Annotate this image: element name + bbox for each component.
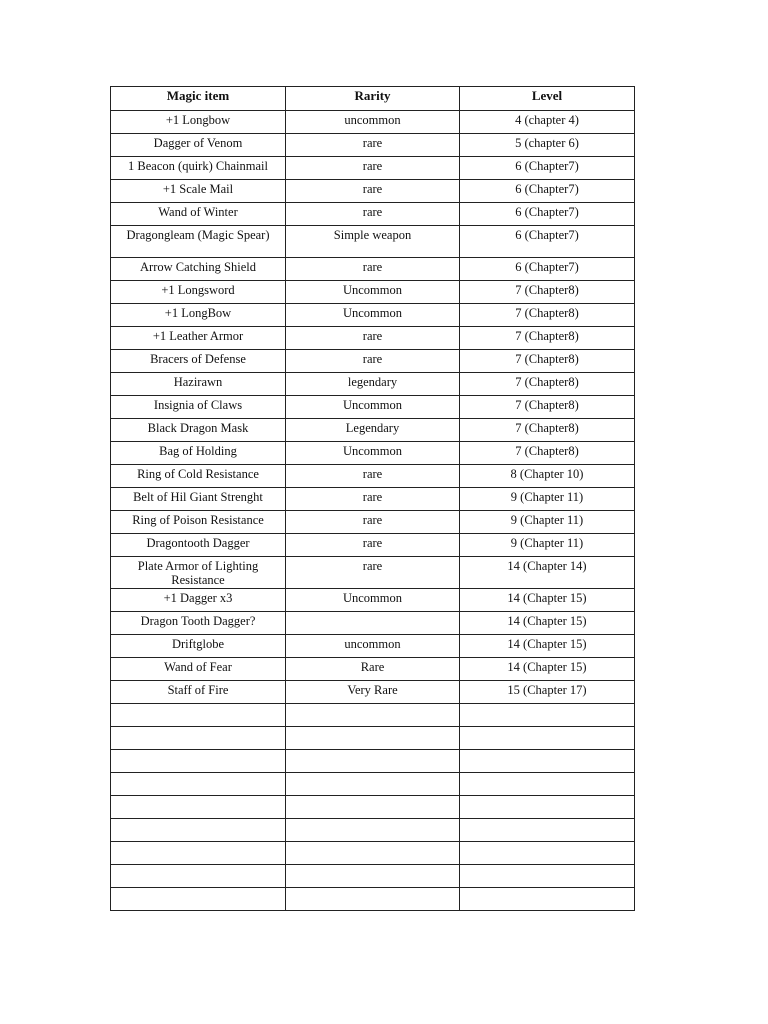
empty-cell — [286, 727, 460, 750]
table-row — [111, 658, 635, 681]
empty-table-row — [111, 796, 635, 819]
empty-table-row — [111, 819, 635, 842]
table-row — [111, 419, 635, 442]
level-cell: 7 (Chapter8) — [460, 419, 635, 442]
level-cell: 6 (Chapter7) — [460, 203, 635, 226]
empty-table-row — [111, 727, 635, 750]
level-cell: 14 (Chapter 15) — [460, 658, 635, 681]
table-row — [111, 373, 635, 396]
item-cell: Dragon Tooth Dagger? — [111, 612, 286, 635]
table-row — [111, 488, 635, 511]
item-cell: Staff of Fire — [111, 681, 286, 704]
level-cell: 5 (chapter 6) — [460, 134, 635, 157]
item-cell: Insignia of Claws — [111, 396, 286, 419]
item-cell: Black Dragon Mask — [111, 419, 286, 442]
empty-cell — [111, 773, 286, 796]
empty-cell — [460, 704, 635, 727]
level-cell: 7 (Chapter8) — [460, 350, 635, 373]
rarity-cell: rare — [286, 327, 460, 350]
empty-cell — [286, 842, 460, 865]
table-row — [111, 180, 635, 203]
rarity-cell: rare — [286, 134, 460, 157]
rarity-cell: uncommon — [286, 635, 460, 658]
empty-cell — [460, 773, 635, 796]
level-cell: 8 (Chapter 10) — [460, 465, 635, 488]
level-cell: 7 (Chapter8) — [460, 396, 635, 419]
item-cell: Ring of Cold Resistance — [111, 465, 286, 488]
table-row — [111, 442, 635, 465]
rarity-cell: rare — [286, 488, 460, 511]
level-cell: 9 (Chapter 11) — [460, 511, 635, 534]
level-cell: 7 (Chapter8) — [460, 304, 635, 327]
rarity-cell: Uncommon — [286, 442, 460, 465]
empty-cell — [111, 865, 286, 888]
rarity-cell: rare — [286, 180, 460, 203]
table-row — [111, 327, 635, 350]
rarity-cell: Rare — [286, 658, 460, 681]
rarity-cell: rare — [286, 157, 460, 180]
table-row — [111, 203, 635, 226]
table-row — [111, 226, 635, 258]
empty-cell — [286, 865, 460, 888]
item-cell: +1 Longsword — [111, 281, 286, 304]
level-cell: 7 (Chapter8) — [460, 281, 635, 304]
empty-table-row — [111, 750, 635, 773]
empty-cell — [460, 750, 635, 773]
rarity-cell — [286, 612, 460, 635]
item-cell: Plate Armor of Lighting Resistance — [111, 557, 286, 589]
table-row — [111, 111, 635, 134]
level-cell: 7 (Chapter8) — [460, 373, 635, 396]
rarity-cell: Uncommon — [286, 589, 460, 612]
level-cell: 14 (Chapter 15) — [460, 589, 635, 612]
rarity-cell: Very Rare — [286, 681, 460, 704]
empty-cell — [286, 819, 460, 842]
rarity-cell: rare — [286, 203, 460, 226]
empty-cell — [286, 888, 460, 911]
item-cell: +1 LongBow — [111, 304, 286, 327]
rarity-cell: rare — [286, 511, 460, 534]
empty-cell — [111, 819, 286, 842]
item-cell: Wand of Winter — [111, 203, 286, 226]
empty-cell — [286, 704, 460, 727]
level-cell: 14 (Chapter 15) — [460, 612, 635, 635]
empty-table-row — [111, 704, 635, 727]
level-cell: 6 (Chapter7) — [460, 157, 635, 180]
empty-table-row — [111, 842, 635, 865]
empty-cell — [111, 727, 286, 750]
header-magic-item: Magic item — [111, 87, 286, 111]
table-row — [111, 157, 635, 180]
table-row — [111, 589, 635, 612]
item-cell: Bracers of Defense — [111, 350, 286, 373]
magic-items-table — [110, 86, 635, 911]
table-row — [111, 557, 635, 589]
empty-cell — [286, 796, 460, 819]
rarity-cell: rare — [286, 350, 460, 373]
empty-cell — [460, 819, 635, 842]
level-cell: 6 (Chapter7) — [460, 180, 635, 203]
item-cell: Dagger of Venom — [111, 134, 286, 157]
empty-table-row — [111, 888, 635, 911]
empty-cell — [111, 704, 286, 727]
item-cell: +1 Leather Armor — [111, 327, 286, 350]
item-cell: Belt of Hil Giant Strenght — [111, 488, 286, 511]
item-cell: Dragontooth Dagger — [111, 534, 286, 557]
table-row — [111, 281, 635, 304]
level-cell: 14 (Chapter 14) — [460, 557, 635, 589]
empty-cell — [286, 773, 460, 796]
rarity-cell: Legendary — [286, 419, 460, 442]
item-cell: +1 Scale Mail — [111, 180, 286, 203]
item-cell: Dragongleam (Magic Spear) — [111, 226, 286, 258]
empty-cell — [111, 842, 286, 865]
level-cell: 4 (chapter 4) — [460, 111, 635, 134]
empty-cell — [460, 842, 635, 865]
empty-cell — [460, 796, 635, 819]
rarity-cell: rare — [286, 557, 460, 589]
rarity-cell: Uncommon — [286, 304, 460, 327]
table-row — [111, 534, 635, 557]
rarity-cell: rare — [286, 465, 460, 488]
empty-cell — [460, 865, 635, 888]
level-cell: 14 (Chapter 15) — [460, 635, 635, 658]
rarity-cell: rare — [286, 534, 460, 557]
header-rarity: Rarity — [286, 87, 460, 111]
level-cell: 15 (Chapter 17) — [460, 681, 635, 704]
table-row — [111, 465, 635, 488]
item-cell: Bag of Holding — [111, 442, 286, 465]
table-row — [111, 350, 635, 373]
table-row — [111, 635, 635, 658]
table-row — [111, 511, 635, 534]
level-cell: 7 (Chapter8) — [460, 327, 635, 350]
level-cell: 9 (Chapter 11) — [460, 534, 635, 557]
level-cell: 6 (Chapter7) — [460, 226, 635, 258]
rarity-cell: uncommon — [286, 111, 460, 134]
table-row — [111, 304, 635, 327]
empty-cell — [111, 750, 286, 773]
table-row — [111, 396, 635, 419]
table-row — [111, 612, 635, 635]
rarity-cell: Uncommon — [286, 396, 460, 419]
item-cell: Driftglobe — [111, 635, 286, 658]
level-cell: 9 (Chapter 11) — [460, 488, 635, 511]
level-cell: 7 (Chapter8) — [460, 442, 635, 465]
table-row — [111, 681, 635, 704]
item-cell: +1 Dagger x3 — [111, 589, 286, 612]
rarity-cell: Simple weapon — [286, 226, 460, 258]
item-cell: +1 Longbow — [111, 111, 286, 134]
empty-cell — [460, 888, 635, 911]
item-cell: Wand of Fear — [111, 658, 286, 681]
rarity-cell: legendary — [286, 373, 460, 396]
item-cell: Ring of Poison Resistance — [111, 511, 286, 534]
empty-cell — [111, 796, 286, 819]
empty-cell — [286, 750, 460, 773]
header-level: Level — [460, 87, 635, 111]
rarity-cell: rare — [286, 258, 460, 281]
table-body — [111, 111, 635, 911]
empty-table-row — [111, 865, 635, 888]
empty-cell — [460, 727, 635, 750]
item-cell: Arrow Catching Shield — [111, 258, 286, 281]
empty-cell — [111, 888, 286, 911]
level-cell: 6 (Chapter7) — [460, 258, 635, 281]
table-header-row — [111, 87, 635, 111]
item-cell: Hazirawn — [111, 373, 286, 396]
item-cell: 1 Beacon (quirk) Chainmail — [111, 157, 286, 180]
empty-table-row — [111, 773, 635, 796]
table-row — [111, 258, 635, 281]
table-row — [111, 134, 635, 157]
rarity-cell: Uncommon — [286, 281, 460, 304]
